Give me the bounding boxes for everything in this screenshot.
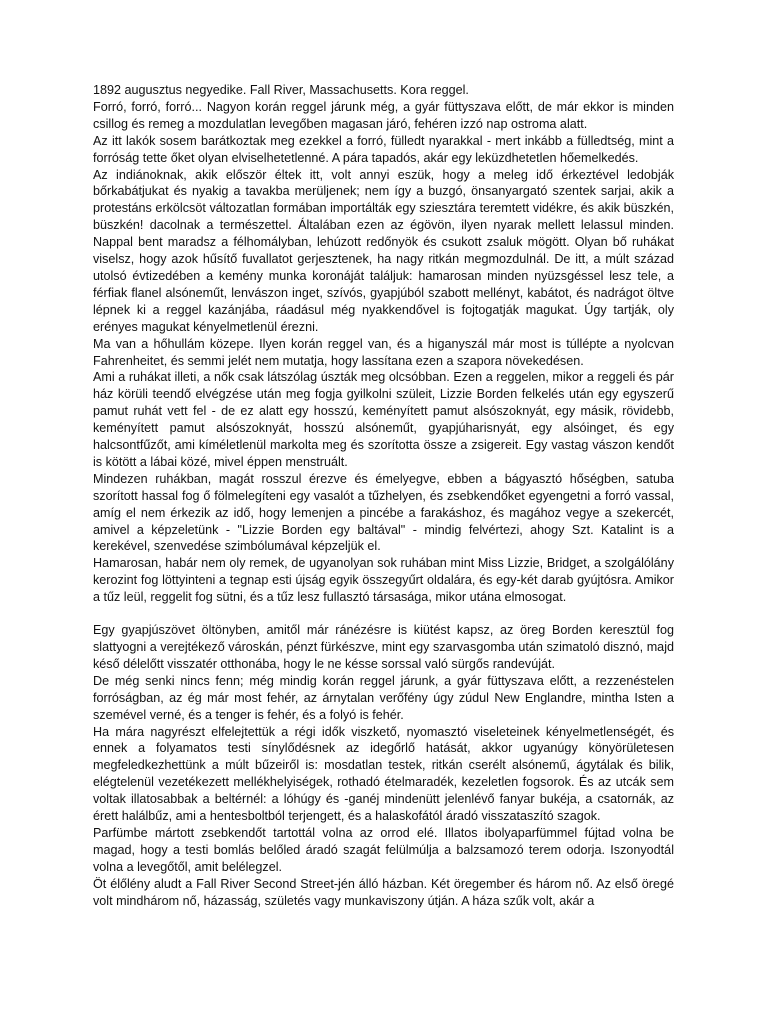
document-paragraph: Öt élőlény aludt a Fall River Second Street-jén álló házban. Két öregember és három nő. Az első öregé volt mindhárom nő, házasság, születés vagy munkaviszony útján. A háza szűk volt, akár a bbox=[93, 876, 674, 908]
document-paragraph: Hamarosan, habár nem oly remek, de ugyanolyan sok ruhában mint Miss Lizzie, Bridget, a szolgálólány kerozint fog löttyinteni a tegnap esti újság egyik összegyűrt oldalára, és egy-két darab gyújtósra. Amikor a tűz leül, reggelit fog sütni, és a tűz lesz fullasztó társasága, mikor utána elmosogat. bbox=[93, 556, 674, 605]
document-paragraph: Az itt lakók sosem barátkoztak meg ezekkel a forró, fülledt nyarakkal - mert inkább a fülledtség, mint a forróság tette őket olyan elviselhetetlenné. A pára tapadós, akár egy leküzdhetetlen hőemelkedés. bbox=[93, 133, 674, 165]
document-paragraph: Az indiánoknak, akik először éltek itt, volt annyi eszük, hogy a meleg idő érkeztével ledobják bőrkabátjukat és nyakig a tavakba merüljenek; nem így a buzgó, önsanyargató szentek sarjai, akik a protestáns erkölcsöt változatlan formában importálták egy sziesztára teremtett vidékre, és akik büszkén, büszkén! dacolnak a természettel. Általában ezen az égövön, ilyen nyarak mellett lelassul minden. Nappal bent maradsz a félhomályban, lehúzott redőnyök és csukott zsaluk mögött. Olyan bő ruhákat viselsz, hogy azok hűsítő fuvallatot gerjesztenek, ha nagy ritkán megmozdulnál. De itt, a múlt század utolsó évtizedében a kemény munka koronáját találjuk: hamarosan minden nyüzsgéssel lesz tele, a férfiak flanel alsóneműt, lenvászon inget, szívós, gyapjúból szabott mellényt, kabátot, és nadrágot öltve lépnek ki a reggel kazánjába, ráadásul még nyakkendővel is fojtogatják magukat. Úgy tartják, oly erényes magukat kényelmetlenül érezni. bbox=[93, 167, 674, 334]
document-paragraph: Mindezen ruhákban, magát rosszul érezve és émelyegve, ebben a bágyasztó hőségben, satuba szorított hassal fog ő fölmelegíteni egy vasalót a tűzhelyen, és zsebkendőket egyengetni a forró vassal, amíg el nem érkezik az idő, hogy lemenjen a pincébe a farakáshoz, és magához vegye a szekercét, amivel a képzeletünk - "Lizzie Borden egy baltával" - mindig felvértezi, ahogy Szt. Katalint is a kerekével, szenvedése szimbólumával képzeljük el. bbox=[93, 471, 674, 554]
document-paragraph: Egy gyapjúszövet öltönyben, amitől már ránézésre is kiütést kapsz, az öreg Borden keresztül fog slattyogni a verejtékező városkán, pénzt fürkészve, mint egy szarvasgomba után szimatoló disznó, majd késő délelőtt visszatér otthonába, hogy le ne késse sorssal való sürgős randevúját. bbox=[93, 623, 674, 671]
document-paragraph: Forró, forró, forró... Nagyon korán reggel járunk még, a gyár füttyszava előtt, de már ekkor is minden csillog és remeg a mozdulatlan levegőben magasan járó, fehéren izzó nap ostroma alatt. bbox=[93, 99, 674, 131]
document-paragraph: Ha mára nagyrészt elfelejtettük a régi idők viszkető, nyomasztó viseleteinek kényelmetlenségét, és ennek a folyamatos testi sínylődésnek az idegőrlő hatását, akkor ugyanúgy könyörületesen megfeledkezhettünk a múlt bűzeiről is: mosdatlan testek, ritkán cserélt alsónemű, ágytálak és bilik, elégtelenül vezetékezett mellékhelyiségek, rothadó ételmaradék, kezeletlen fogsorok. És az utcák sem voltak illatosabbak a beltérnél: a lóhúgy és -ganéj mindenütt jelenlévő fanyar bukéja, a csatornák, az érett halálbűz, ami a hentesboltból terjengett, és a halaskofától áradó visszataszító szagok. bbox=[93, 724, 674, 824]
document-page bbox=[93, 82, 674, 910]
document-paragraph: Ami a ruhákat illeti, a nők csak látszólag úszták meg olcsóbban. Ezen a reggelen, mikor a reggeli és pár ház körüli teendő elvégzése után meg fogja gyilkolni szüleit, Lizzie Borden felkelés után egy egyszerű pamut ruhát vett fel - de ez alatt egy hosszú, keményített pamut alsószoknyát, egy másik, rövidebb, keményített pamut alsószoknyát, hosszú alsóneműt, gyapjúharisnyát, egy alsóinget, és egy halcsontfűzőt, ami kíméletlenül markolta meg és szorította össze a zsigereit. Egy vastag vászon kendőt is kötött a lábai közé, mivel éppen menstruált. bbox=[93, 370, 674, 469]
document-date-line: 1892 augusztus negyedike. Fall River, Massachusetts. Kora reggel. bbox=[93, 83, 469, 97]
document-paragraph: Parfümbe mártott zsebkendőt tartottál volna az orrod elé. Illatos ibolyaparfümmel fújtad volna be magad, hogy a testi bomlás belőled áradó szagát felülmúlja a balzsamozó terem odorja. Iszonyodtál volna a levegőtől, amit belélegzel. bbox=[93, 825, 674, 874]
document-paragraph: De még senki nincs fenn; még mindig korán reggel járunk, a gyár füttyszava előtt, a rezzenéstelen forróságban, az ég már most fehér, az árnytalan verőfény úgy zúdul New Englandre, mintha Isten a szemével verné, és a tenger is fehér, és a folyó is fehér. bbox=[93, 673, 674, 722]
document-paragraph: Ma van a hőhullám közepe. Ilyen korán reggel van, és a higanyszál már most is túllépte a nyolcvan Fahrenheitet, és semmi jelét nem mutatja, hogy lassítana ezen a szapora növekedésen. bbox=[93, 336, 674, 368]
